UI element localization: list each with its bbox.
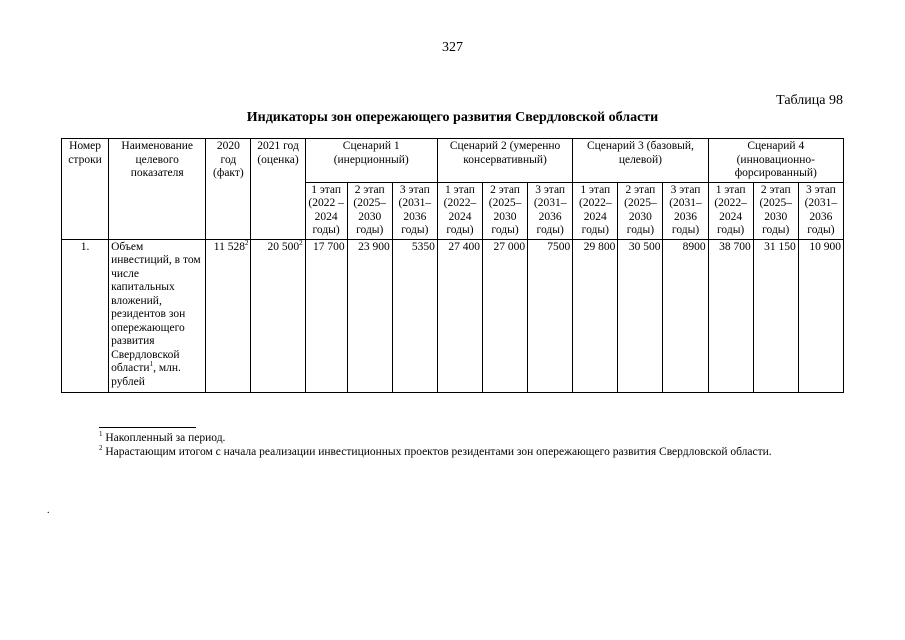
header-indicator-name: Наименование целевого показателя [109,139,206,240]
value-2021-text: 20 500 [267,240,300,253]
indicator-unit: , млн. рублей [111,362,181,388]
header-scenario-1: Сценарий 1 (инерционный) [305,139,437,183]
s1-stage-1-value: 17 700 [305,239,347,392]
s1-stage-3-value: 5350 [392,239,437,392]
footnote-2 [61,445,844,459]
s3-stage-1-value: 29 800 [573,239,618,392]
footnote-ref-1: 1 [149,360,154,369]
value-2020-text: 11 528 [213,240,245,253]
header-row-1 [62,139,844,183]
s1-stage-2-value: 23 900 [347,239,392,392]
header-s1-stage-1: 1 этап (2022 –2024 годы) [305,182,347,239]
s4-stage-1-value: 38 700 [708,239,753,392]
footnote-1 [99,431,225,445]
footnote-2-text: Нарастающим итогом с начала реализации инвестиционных проектов резидентами зон опережающего развития Свердловской области. [102,446,772,458]
s3-stage-2-value: 30 500 [618,239,663,392]
header-s4-stage-2: 2 этап (2025–2030 годы) [753,182,798,239]
page-number: 327 [442,40,463,55]
s4-stage-3-value: 10 900 [798,239,843,392]
row-number: 1. [62,239,109,392]
header-scenario-3: Сценарий 3 (базовый, целевой) [573,139,708,183]
header-scenario-2: Сценарий 2 (умеренно консервативный) [437,139,572,183]
header-s4-stage-3: 3 этап (2031–2036 годы) [798,182,843,239]
table-title: Индикаторы зон опережающего развития Свердловской области [246,110,659,125]
header-2021: 2021 год (оценка) [251,139,305,240]
s2-stage-1-value: 27 400 [437,239,482,392]
value-2020 [206,239,251,392]
header-s4-stage-1: 1 этап (2022–2024 годы) [708,182,753,239]
header-s1-stage-2: 2 этап (2025–2030 годы) [347,182,392,239]
s3-stage-3-value: 8900 [663,239,708,392]
footnote-1-text: Накопленный за период. [102,432,226,444]
s2-stage-2-value: 27 000 [483,239,528,392]
stray-mark: . [47,505,50,516]
header-s2-stage-1: 1 этап (2022–2024 годы) [437,182,482,239]
header-scenario-4: Сценарий 4 (инновационно-форсированный) [708,139,843,183]
s2-stage-3-value: 7500 [528,239,573,392]
header-s2-stage-2: 2 этап (2025–2030 годы) [483,182,528,239]
header-s3-stage-2: 2 этап (2025–2030 годы) [618,182,663,239]
header-s3-stage-3: 3 этап (2031–2036 годы) [663,182,708,239]
s4-stage-2-value: 31 150 [753,239,798,392]
indicator-name [109,239,206,392]
indicators-table [61,138,844,393]
footnote-2-mark: 2 [99,444,103,453]
indicator-name-text: Объем инвестиций, в том числе капитальных вложений, резидентов зон опережающего развития Свердловской области [111,240,201,374]
header-s1-stage-3: 3 этап (2031–2036 годы) [392,182,437,239]
footnote-ref-2: 2 [299,238,303,247]
header-row-no: Номер строки [62,139,109,240]
footnote-ref-2: 2 [244,238,249,247]
table-label: Таблица 98 [776,93,843,108]
value-2021 [251,239,305,392]
footnote-divider [99,427,196,428]
table-row [62,239,844,392]
footnote-1-mark: 1 [99,430,103,439]
header-2020: 2020 год (факт) [206,139,251,240]
header-s3-stage-1: 1 этап (2022–2024 годы) [573,182,618,239]
header-s2-stage-3: 3 этап (2031–2036 годы) [528,182,573,239]
